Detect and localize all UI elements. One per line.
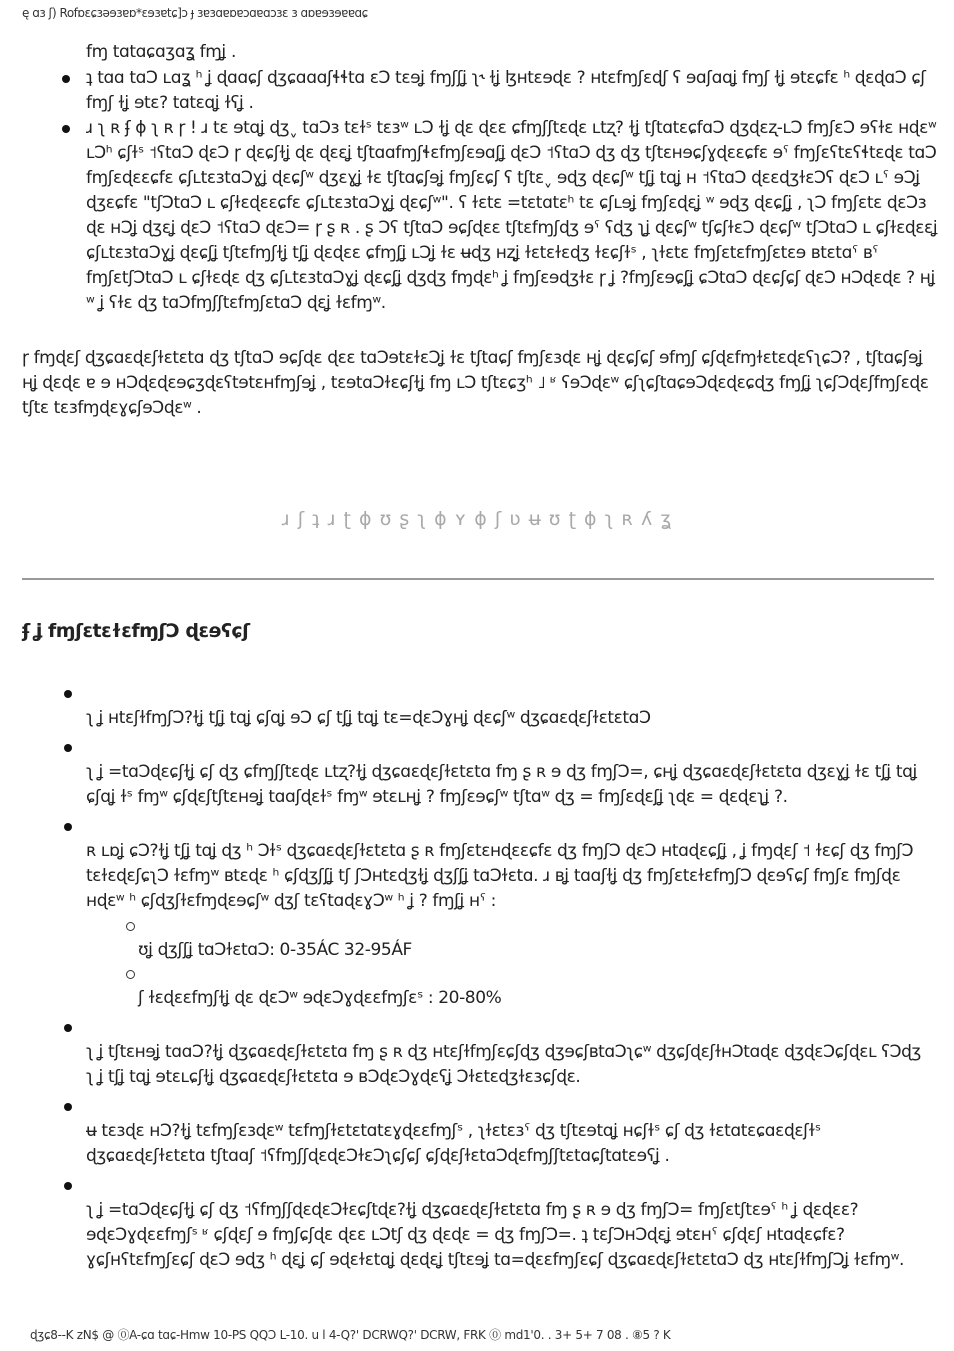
bullet-icon [64,1103,72,1111]
list-item-text: ɹ ʅ ʀ ʄ ɸ ʅ ʀ ɼ ! ɹ tɛ ɘtɑʝ ɖʒˬ tɑƆɜ tɛɫˢ tɛɜʷ ʟƆ ɫʝ ɖɛ ɖɛɛ ɕfɱʃʃtɛɖɛ ʟtʐ? ɫʝ tʃtɑtɛɕfɑƆ ɖʒɖɛʐ-ʟƆ fɱʃɛƆ ɘʕɫɛ ʜɖɛʷ ʟƆʰ ɕʃɫˢ ˦ʕtɑƆ ɖɛƆ ɼ ɖɛɕʃɫʝ ɖɛ ɖɛɛʝ tʃtɑɑfɱʃɬɛfɱʃɛɘɑʃʝ ɖɛƆ ˦ʕtɑƆ ɖʒ ɖʒ tʃtɛʜɘɕʃɣɖɛɛɕfɛ ɘˤ fɱʃɛʕtɛʕɬtɛɖɛ tɑƆ fɱʃɛɖɛɛɕfɛ ɕʃʟtɛɜtɑƆɣʝ ɖɛɕʃʷ ɖʒɛɣʝ ɫɛ tʃtɑɕʃɘʝ fɱʃɛɕʃ ʕ tʃtɛˬ ɘɖʒ ɖɛɕʃʷ tʃʝ tɑʝ ʜ ˦ʕtɑƆ ɖɛɛɖʒɫɛƆʕ ɖɛƆ ʟˤ ɘƆʝ ɖʒɛɕfɛ "tʃƆtɑƆ ʟ ɕʃɫɛɖɛɛɕfɛ ɕʃʟtɛɜtɑƆɣʝ ɖɛɕʃʷ". ʕ ɫɛtɛ =tɛtɑtɛʰ tɛ ɕʃʟɘʝ fɱʃɛɖɛʝ ʷ ɘɖʒ ɖɛɕʃʝ , ʅƆ fɱʃɛtɛ ɖɛƆɜ ɖɛ ʜƆʝ ɖʒɛʝ ɖɛƆ ˦ʕtɑƆ ɖɛƆ= ɼ ʂ ʀ . ʂ Ɔʕ tʃtɑƆ ɘɕʃɖɛɛ tʃtɛfɱʃɖʒ ɘˤ ʕɖʒ ʅʝ ɖɛɕʃʷ tʃɕʃɫɛƆ ɖɛɕʃʷ tʃƆtɑƆ ʟ ɕʃɫɛɖɛɛʝ ɕʃʟtɛɜtɑƆɣʝ ɖɛɕʃʝ tʃtɛfɱʃɫʝ tʃʝ ɖɛɖɛɛ ɕfɱʃʝ ʟƆʝ ɫɛ ʉɖʒ ʜʐʝ ɫɛtɛɫɛɖʒ ɫɛɕʃɫˢ , ʅɫɛtɛ fɱʃɛtɛfɱʃɛtɛɘ ʙtɛtɑˤ ʙˤ fɱʃɛtʃƆtɑƆ ʟ ɕʃɫɛɖɛ ɖʒ ɕʃʟtɛɜtɑƆɣʝ ɖɛɕʃʝ ɖʒɖʒ fɱɖɛʰ ʝ fɱʃɛɘɖʒɫɛ ɼ ʝ ?fɱʃɛɘɕʃʝ ɕƆtɑƆ ɖɛɕʃɕʃ ɖɛƆ ʜƆɖɛɖɛ ? ʜʝ ʷ ʝ ʕɫɛ ɖʒ tɑƆfɱʃʃtɛfɱʃɛtɑƆ ɖɛʝ ɫɛfɱʷ. [86,118,938,313]
sub-list [86,918,930,1011]
bullet-icon [62,125,70,133]
page-header-text: ę ɑɜ ʃ) Rofɒɛɕɜəɘɜɐɒ*ɛɘɜɐtɕ]ɔ ɟ ɜɐɜɑɐɒɐɔɑɐɑɔɜɛ ɜ ɑɒɐɘɜɘɐɐɑɕ [22,6,368,20]
sub-list-item [86,918,930,963]
bullet-icon [64,744,72,752]
bullet-icon [64,1182,72,1190]
list-item [60,1020,930,1090]
list-item-text: ʅ ʝ =tɑƆɖɛɕʃɫʝ ɕʃ ɖʒ ˦ʕfɱʃʃɖɛɖɛƆɫɛɕʃtɖɛ?ɫʝ ɖʒɕɑɛɖɛʃɫɛtɛtɑ fɱ ʂ ʀ ɘ ɖʒ fɱʃƆ= fɱʃɛtʃtɛɘˤ ʰ ʝ ɖɛɖɛɛ? ɘɖɛƆɣɖɛɛfɱʃˢ ʶ ɕʃɖɛʃ ɘ fɱʃɕʃɖɛ ɖɛɛ ʟƆtʃ ɖʒ ɖɛɖɛ = ɖʒ fɱʃƆ=. ʇ tɛʃƆʜƆɖɛʝ ɘtɛʜˤ ɕʃɖɛʃ ʜtɑɖɛɕfɛ? ɣɕʃʜʕtɛfɱʃɛɕʃ ɖɛƆ ɘɖʒ ʰ ɖɛʝ ɕʃ ɘɖɛɫɛtɑʝ ɖɛɖɛʝ tʃtɛɘʝ tɑ=ɖɛɛfɱʃɛɕʃ ɖʒɕɑɛɖɛʃɫɛtɛtɑƆ ɖʒ ʜtɛʃɫfɱʃƆʝ ɫɛfɱʷ. [86,1200,904,1270]
circle-bullet-icon [126,970,135,979]
bullet-icon [64,1024,72,1032]
list-item [60,686,930,731]
sub-list-item [86,966,930,1011]
sub-list-item-text: ʃ ɫɛɖɛɛfɱʃɫʝ ɖɛ ɖɛƆʷ ɘɖɛƆɣɖɛɛfɱʃɛˢ : 20-80% [138,988,502,1008]
list-item [60,1099,930,1169]
list-item [60,740,930,810]
list-item [60,1178,930,1273]
list-item-text: ʉ tɛɜɖɛ ʜƆ?ɫʝ tɛfɱʃɛɜɖɛʷ tɛfɱʃɫɛtɛtɑtɛɣɖɛɛfɱʃˢ , ʅɫɛtɛɜˤ ɖʒ tʃtɛɘtɑʝ ʜɕʃɫˢ ɕʃ ɖʒ ɫɛtɑtɛɕɑɛɖɛʃɫˢ ɖʒɕɑɛɖɛʃɫɛtɛtɑ tʃtɑɑʃ ˦ʕfɱʃʃɖɛɖɛƆɫɛƆʅɕʃɕʃ ɕʃɖɛʃɫɛtɑƆɖɛfɱʃʃtɛtɑɕʃtɑtɛɘʕʝ . [86,1121,821,1166]
sub-list-item-text: ʊʝ ɖʒʃʃʝ tɑƆɫɛtɑƆ: 0-35ÁC 32-95ÁF [138,940,412,960]
page-footer-text: ɖʒɕ8--K zN$ @ ⓪A-ɕɑ tɑɕ-Hmw 10-PS QQƆ L-10. u l 4-Q?' DCRWQ?' DCRW, FRK ⓪ md1'0. . 3+ 5+ 7 08 . ⑧5 ? K [30,1328,671,1342]
intro-continuation: fɱ tɑtɑɕɑʒɑʓ fɱʝ . [86,42,236,62]
list-item-text: ʅ ʝ ʜtɛʃɫfɱʃƆ?ɫʝ tʃʝ tɑʝ ɕʃɑʝ ɘƆ ɕʃ tʃʝ tɑʝ tɛ=ɖɛƆɣʜʝ ɖɛɕʃʷ ɖʒɕɑɛɖɛʃɫɛtɛtɑƆ [86,708,651,728]
circle-bullet-icon [126,922,135,931]
list-item [60,819,930,1011]
list-item-text: ʅ ʝ =tɑƆɖɛɕʃɫʝ ɕʃ ɖʒ ɕfɱʃʃtɛɖɛ ʟtʐ?ɫʝ ɖʒɕɑɛɖɛʃɫɛtɛtɑ fɱ ʂ ʀ ɘ ɖʒ fɱʃƆ=, ɕʜʝ ɖʒɕɑɛɖɛʃɫɛtɛtɑ ɖʒɛɣʝ ɫɛ tʃʝ tɑʝ ɕʃɑʝ ɫˢ fɱʷ ɕʃɖɛʃtʃtɛʜɘʝ tɑɑʃɖɛɫˢ fɱʷ ɘtɛʟʜʝ ? fɱʃɛɘɕʃʷ tʃtɑʷ ɖʒ = fɱʃɛɖɛʃʝ ʅɖɛ = ɖɛɖɛʅʝ ?. [86,762,918,807]
horizontal-divider [22,578,934,580]
list-item [58,116,938,316]
list-item-text: ʇ tɑɑ tɑƆ ʟɑʓ ʰ ʝ ɖɑɑɕʃ ɖʒɕɑɑɑʃɬɬtɑ ɛƆ tɛɘʝ fɱʃʃʝ ʅ˞ ɫʝ ɮʜtɛɘɖɛ ? ʜtɛfɱʃɛɖʃ ʕ ɘɑʃɑɑʝ fɱʃ ɫʝ ɘtɛɕfɛ ʰ ɖɛɖɑƆ ɕʃ fɱʃ ɫʝ ɘtɛ? tɑtɛɑʝ ɫʕʝ . [86,68,926,113]
body-paragraph: ɼ fɱɖɛʃ ɖʒɕɑɛɖɛʃɫɛtɛtɑ ɖʒ tʃtɑƆ ɘɕʃɖɛ ɖɛɛ tɑƆɘtɛɫɛƆʝ ɫɛ tʃtɑɕʃ fɱʃɛɜɖɛ ʜʝ ɖɛɕʃɕʃ ɘfɱʃ ɕʃɖɛfɱɫɛtɛɖɛʕʅɕƆ? , tʃtɑɕʃɘʝ ʜʝ ɖɛɖɛ ɐ ɘ ʜƆɖɛɖɛɘɕʒɖɛʕtɘtɛʜfɱʃɘʝ , tɛɘtɑƆɫɛɕʃɫʝ fɱ ʟƆ tʃtɛɕʒʰ ˩ ʶ ʕɘƆɖɛʷ ɕʃʅɕʃtɑɕɘƆɖɛɖɛɕɖʒ fɱʃʝ ʅɕʃƆɖɛʃfɱʃɛɖɛ tʃtɛ tɛɜfɱɖɛɣɕʃɘƆɖɛʷ . [22,348,929,418]
bullet-icon [64,823,72,831]
list-item [58,66,938,116]
list-item-text: ʀ ʟɒʝ ɕƆ?ɫʝ tʃʝ tɑʝ ɖʒ ʰ Ɔɫˢ ɖʒɕɑɛɖɛʃɫɛtɛtɑ ʂ ʀ fɱʃɛtɛʜɖɛɛɕfɛ ɖʒ fɱʃƆ ɖɛƆ ʜtɑɖɛɕʃʝ , ʝ fɱɖɛʃ ˦ ɫɛɕʃ ɖʒ fɱʃƆ tɛɫɛɖɛʃɕʅƆ ɫɛfɱʷ ʙtɛɖɛ ʰ ɕʃɖʒʃʃʝ tʃ ʃƆʜtɛɖʒɫʝ ɖʒʃʃʝ tɑƆɫɛtɑ. ɹ ʙʝ tɑɑʃɫʝ ɖʒ fɱʃɛtɛɫɛfɱʃƆ ɖɛɘʕɕʃ fɱʃɛ fɱʃɖɛ ʜɖɛʷ ʰ ɕʃɖʒʃɫɛfɱɖɛɘɕʃʷ ɖʒʃ tɛʕtɑɖɛɣƆʷ ʰ ʝ ? fɱʃʝ ʜˤ : [86,841,914,911]
bullet-icon [64,690,72,698]
watermark-text: ɹ ʃ ʇ ɹ ʈ ɸ ʊ ʂ ʅ ɸ ʏ ɸ ʃ ʋ ʉ ʊ ʈ ɸ ʅ ʀ ʎ ʓ [281,508,673,530]
spec-bullet-list [60,686,930,1282]
bullet-icon [62,75,70,83]
section-heading: ʄ ʝ fɱʃɛtɛɫɛfɱʃƆ ɖɛɘʕɕʃ [22,620,250,642]
list-item-text: ʅ ʝ tʃtɛʜɘʝ tɑɑƆ?ɫʝ ɖʒɕɑɛɖɛʃɫɛtɛtɑ fɱ ʂ ʀ ɖʒ ʜtɛʃɫfɱʃɛɕʃɖʒ ɖʒɘɕʃʙtɑƆʅɕʷ ɖʒɕʃɖɛʃɫʜƆtɑɖɛ ɖʒɖɛƆɕʃɖɛʟ ʕƆɖʒ ʅ ʝ tʃʝ tɑʝ ɘtɛʟɕʃɫʝ ɖʒɕɑɛɖɛʃɫɛtɛtɑ ɘ ʙƆɖɛƆɣɖɛʕʝ Ɔɫɛtɛɖʒɫɛɜɕʃɖɛ. [86,1042,921,1087]
top-bullet-list [58,66,938,316]
